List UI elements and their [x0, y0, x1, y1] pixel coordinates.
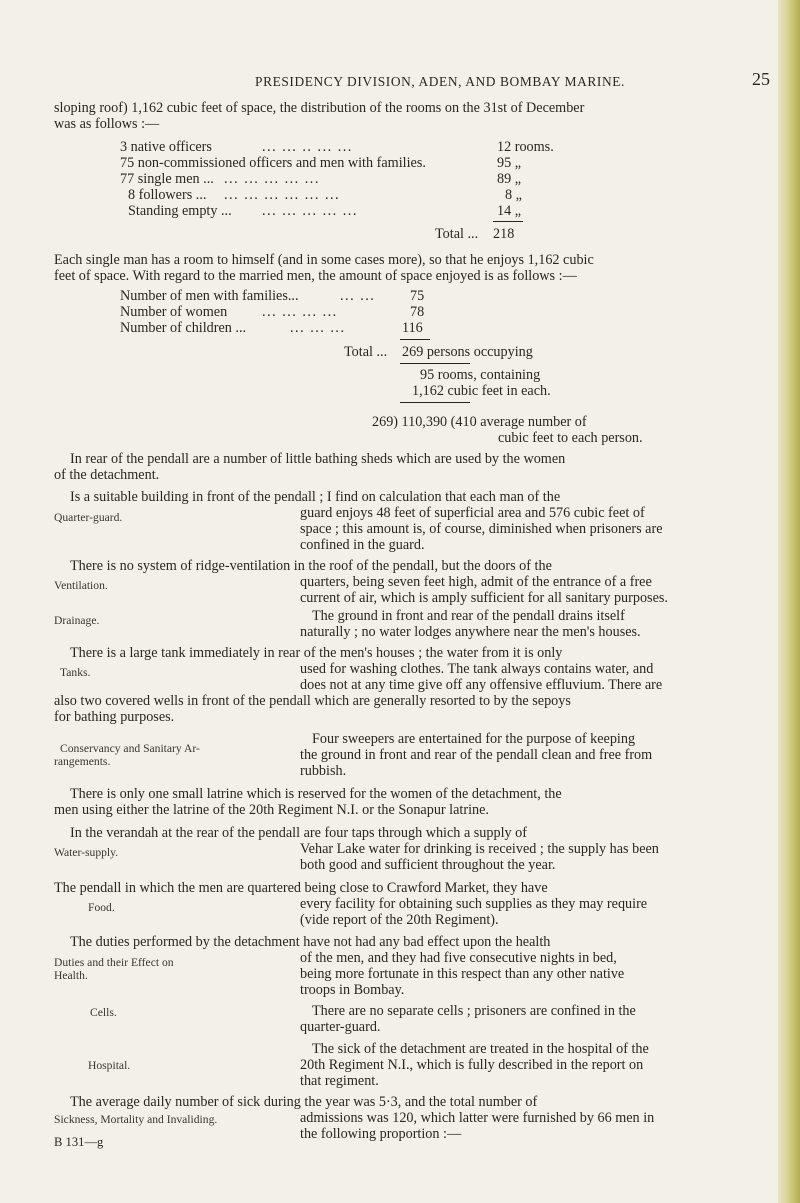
hospital-line-1: The sick of the detachment are treated in the hospital of the: [312, 1041, 649, 1057]
duties-line-4: troops in Bombay.: [300, 982, 405, 998]
drainage-line-1: The ground in front and rear of the pendall drains itself: [312, 608, 625, 624]
married-row-leader: ... ...: [340, 288, 376, 304]
rooms-row-label: 3 native officers: [120, 139, 212, 155]
ventilation-line-3: current of air, which is amply sufficient for all sanitary purposes.: [300, 590, 668, 606]
ventilation-line-2: quarters, being seven feet high, admit of the entrance of a free: [300, 574, 652, 590]
rooms-row-label: 8 followers ...: [128, 187, 207, 203]
water-supply-line-1: In the verandah at the rear of the pendall are four taps through which a supply of: [70, 825, 527, 841]
ventilation-margin-note: Ventilation.: [54, 579, 108, 592]
married-row-value: 75: [410, 288, 425, 304]
married-row-value: 116: [402, 320, 423, 336]
rooms-row-label: Standing empty ...: [128, 203, 232, 219]
running-header: PRESIDENCY DIVISION, ADEN, AND BOMBAY MARINE.: [255, 74, 625, 89]
married-total-rule: [400, 339, 430, 340]
intro-line-1: sloping roof) 1,162 cubic feet of space, the distribution of the rooms on the 31st of December: [54, 100, 585, 116]
food-line-1: The pendall in which the men are quartered being close to Crawford Market, they have: [54, 880, 548, 896]
tanks-margin-note: Tanks.: [60, 666, 91, 679]
married-row-value: 78: [410, 304, 425, 320]
water-supply-margin-note: Water-supply.: [54, 846, 119, 859]
rooms-row-leader: ... ... ... ... ... ...: [224, 187, 341, 203]
duties-margin-note-1: Duties and their Effect on: [54, 956, 174, 969]
rooms-row-label: 75 non-commissioned officers and men with families.: [120, 155, 426, 171]
quarter-guard-line-2: guard enjoys 48 feet of superficial area and 576 cubic feet of: [300, 505, 645, 521]
married-rooms-line-1: 95 rooms, containing: [420, 367, 541, 383]
single-man-line-1: Each single man has a room to himself (and in some cases more), so that he enjoys 1,162 cubic: [54, 252, 594, 268]
drainage-margin-note: Drainage.: [54, 614, 100, 627]
tanks-line-5: for bathing purposes.: [54, 709, 175, 725]
printer-signature: B 131—g: [54, 1135, 104, 1149]
bathing-line-2: of the detachment.: [54, 467, 160, 483]
married-row-label: Number of men with families...: [120, 288, 299, 304]
conservancy-line-1: Four sweepers are entertained for the purpose of keeping: [312, 731, 636, 747]
sickness-line-2: admissions was 120, which latter were furnished by 66 men in: [300, 1110, 655, 1126]
cells-margin-note: Cells.: [90, 1006, 117, 1019]
latrine-line-1: There is only one small latrine which is reserved for the women of the detachment, the: [70, 786, 562, 802]
married-total-value: 269 persons occupying: [402, 344, 533, 360]
food-line-2: every facility for obtaining such supplies as they may require: [300, 896, 648, 912]
conservancy-line-2: the ground in front and rear of the pendall clean and free from: [300, 747, 653, 763]
married-row-label: Number of women: [120, 304, 228, 320]
duties-line-1: The duties performed by the detachment have not had any bad effect upon the health: [70, 934, 551, 950]
cells-line-2: quarter-guard.: [300, 1019, 381, 1035]
married-row-label: Number of children ...: [120, 320, 247, 336]
water-supply-line-2: Vehar Lake water for drinking is received ; the supply has been: [300, 841, 659, 857]
married-rooms-rule: [400, 363, 470, 364]
married-division-rule: [400, 402, 470, 403]
sickness-margin-note: Sickness, Mortality and Invaliding.: [54, 1113, 218, 1126]
rooms-row-value: 89 „: [497, 171, 522, 187]
conservancy-line-3: rubbish.: [300, 763, 347, 779]
food-margin-note: Food.: [88, 901, 115, 914]
quarter-guard-margin-note: Quarter-guard.: [54, 511, 123, 524]
duties-line-3: being more fortunate in this respect than any other native: [300, 966, 625, 982]
drainage-line-2: naturally ; no water lodges anywhere near the men's houses.: [300, 624, 641, 640]
bathing-line-1: In rear of the pendall are a number of little bathing sheds which are used by the women: [70, 451, 566, 467]
rooms-total-rule: [493, 221, 523, 222]
duties-margin-note-2: Health.: [54, 969, 88, 982]
rooms-total-value: 218: [493, 226, 515, 242]
rooms-row-value: 12 rooms.: [497, 139, 554, 155]
division-line-1: 269) 110,390 (410 average number of: [372, 414, 587, 430]
quarter-guard-line-4: confined in the guard.: [300, 537, 425, 553]
hospital-line-2: 20th Regiment N.I., which is fully described in the report on: [300, 1057, 644, 1073]
married-total-label: Total ...: [344, 344, 388, 360]
rooms-row-leader: ... ... ... ... ...: [262, 203, 358, 219]
sickness-line-3: the following proportion :—: [300, 1126, 462, 1142]
water-supply-line-3: both good and sufficient throughout the year.: [300, 857, 556, 873]
conservancy-margin-note-2: rangements.: [54, 755, 111, 768]
rooms-row-value: 95 „: [497, 155, 522, 171]
conservancy-margin-note-1: Conservancy and Sanitary Ar-: [60, 742, 200, 755]
rooms-row-leader: ... ... .. ... ...: [262, 139, 353, 155]
tanks-line-4: also two covered wells in front of the pendall which are generally resorted to by the sepoys: [54, 693, 571, 709]
duties-line-2: of the men, and they had five consecutive nights in bed,: [300, 950, 617, 966]
rooms-total-label: Total ...: [435, 226, 479, 242]
tanks-line-2: used for washing clothes. The tank always contains water, and: [300, 661, 654, 677]
tanks-line-1: There is a large tank immediately in rear of the men's houses ; the water from it is only: [70, 645, 563, 661]
hospital-line-3: that regiment.: [300, 1073, 379, 1089]
rooms-row-label: 77 single men ...: [120, 171, 214, 187]
sickness-line-1: The average daily number of sick during the year was 5·3, and the total number of: [70, 1094, 538, 1110]
quarter-guard-line-1: Is a suitable building in front of the pendall ; I find on calculation that each man of the: [70, 489, 561, 505]
latrine-line-2: men using either the latrine of the 20th Regiment N.I. or the Sonapur latrine.: [54, 802, 489, 818]
tanks-line-3: does not at any time give off any offensive effluvium. There are: [300, 677, 663, 693]
intro-line-2: was as follows :—: [54, 116, 160, 132]
food-line-3: (vide report of the 20th Regiment).: [300, 912, 499, 928]
rooms-row-value: 14 „: [497, 203, 522, 219]
quarter-guard-line-3: space ; this amount is, of course, diminished when prisoners are: [300, 521, 663, 537]
ventilation-line-1: There is no system of ridge-ventilation in the roof of the pendall, but the doors of the: [70, 558, 552, 574]
rooms-row-leader: ... ... ... ... ...: [224, 171, 320, 187]
division-line-2: cubic feet to each person.: [498, 430, 643, 446]
married-row-leader: ... ... ... ...: [262, 304, 338, 320]
page-number: 25: [752, 69, 770, 89]
married-row-leader: ... ... ...: [290, 320, 346, 336]
rooms-row-value: 8 „: [505, 187, 522, 203]
hospital-margin-note: Hospital.: [88, 1059, 131, 1072]
page-edge-shading: [778, 0, 800, 1203]
single-man-line-2: feet of space. With regard to the married men, the amount of space enjoyed is as follows :—: [54, 268, 577, 284]
cells-line-1: There are no separate cells ; prisoners are confined in the: [312, 1003, 636, 1019]
married-rooms-line-2: 1,162 cubic feet in each.: [412, 383, 551, 399]
